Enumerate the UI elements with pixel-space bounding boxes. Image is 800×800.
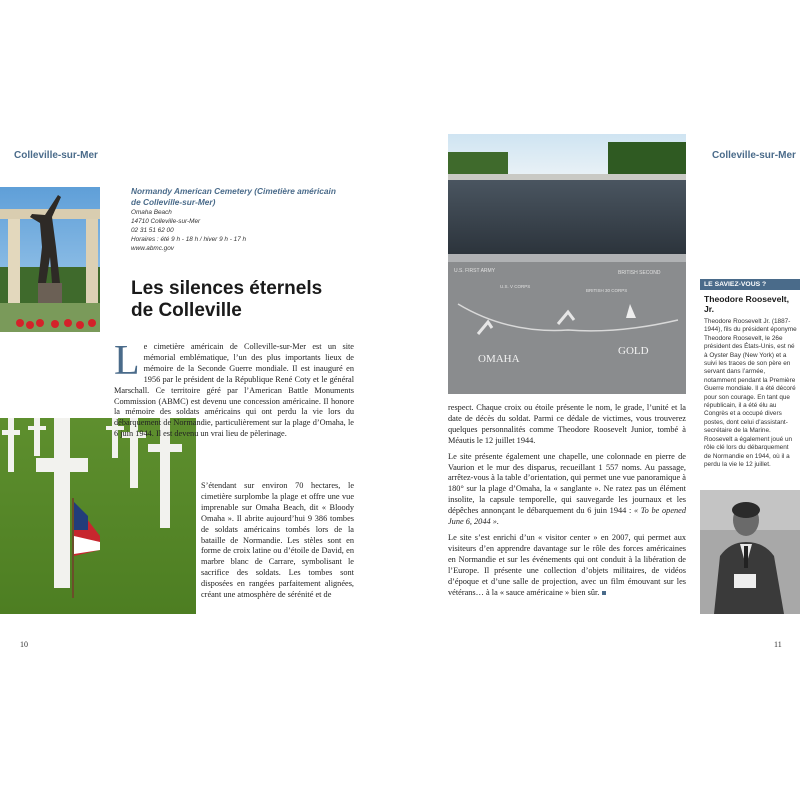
- left-intro-text: [114, 338, 354, 440]
- end-mark-icon: [602, 591, 606, 595]
- info-line: Omaha Beach: [131, 209, 172, 216]
- body-paragraph: [448, 452, 686, 528]
- info-block: [131, 186, 341, 253]
- cemetery-name-rest: (Cimetière américain de Colleville-sur-Mer): [131, 186, 336, 207]
- statue-photo: [0, 187, 100, 332]
- intro-paragraph: e cimetière américain de Colleville-sur-Mer est un site mémorial emblématique, l’un des plus importants lieux de mémoire de la Seconde Guerre mondiale. Il est inauguré en 1956 par le président de la République René Coty et le général Marschall. Ce territoire géré par l’American Battle Monuments Commission (ABMC) est devenu une concession américaine. Il honore la mémoire des soldats américains qui ont perdu la vie lors du débarquement de Normandie, particulièrement sur la plage d’Omaha, le 6 juin 1944. Il est devenu un vrai lieu de pèlerinage.: [114, 342, 354, 439]
- running-head-right: Colleville-sur-Mer: [712, 150, 796, 161]
- right-body-text: [448, 403, 686, 603]
- map-label: BRITISH SECOND: [618, 270, 661, 276]
- body-paragraph: [448, 533, 686, 598]
- map-label: U.S. V CORPS: [500, 284, 531, 289]
- info-line: 14710 Colleville-sur-Mer: [131, 218, 201, 225]
- title-line: Les silences éternels: [131, 278, 323, 299]
- map-label: BRITISH 30 CORPS: [586, 288, 628, 293]
- body-paragraph: respect. Chaque croix ou étoile présente le nom, le grade, l’unité et la date de décès du soldat. Parmi ce dédale de victimes, vous trouverez quelques personnalités comme Theodore Roosevelt Junior, tombé à Méautis le 12 juillet 1944.: [448, 403, 686, 445]
- drop-cap: L: [114, 338, 140, 384]
- roosevelt-portrait: [700, 490, 800, 614]
- memorial-map-photo: [448, 134, 686, 394]
- map-label-omaha: OMAHA: [478, 353, 520, 365]
- body-paragraph: S’étendant sur environ 70 hectares, le cimetière surplombe la plage et offre une vue imprenable sur Omaha Beach, dit « Bloody Omaha ». Il abrite aujourd’hui 9 386 tombes de soldats américains tombés lors de la bataille de Normandie. Les stèles sont en forme de croix latine ou d’étoile de David, en marbre blanc de Carrare, symbolisant le sacrifice des soldats. Les tombes sont disposées en rangées parfaitement alignées, créant une atmosphère de sérénité et de: [201, 481, 354, 600]
- capsule-quote: « To be opened June 6, 2044 ».: [448, 506, 686, 527]
- map-label: U.S. FIRST ARMY: [454, 268, 496, 274]
- graves-photo: [0, 418, 196, 614]
- running-head-left: Colleville-sur-Mer: [14, 150, 98, 161]
- info-line: www.abmc.gov: [131, 245, 174, 252]
- box-title: Theodore Roosevelt, Jr.: [704, 294, 789, 314]
- info-line: Horaires : été 9 h - 18 h / hiver 9 h - 17 h: [131, 236, 247, 243]
- did-you-know-box: [700, 279, 800, 469]
- body-text: Le site présente également une chapelle, une colonnade en pierre de Vaurion et le mur des disparus, recueillant 1 557 noms. Au passage, arrêtez-vous à la table d’orientation, qui permet une vue panoramique à 180° sur la plage d’Omaha, la « sanglante ». Ne ratez pas un élément insolite, la capsule temporelle, qui sauvegarde les journaux et les dépêches annonçant le débarquement du 6 juin 1944 :: [448, 451, 686, 516]
- page-number-right: 11: [774, 640, 782, 649]
- cemetery-name: Normandy American Cemetery: [131, 186, 252, 196]
- info-line: 02 31 51 62 00: [131, 227, 174, 234]
- body-text: Le site s’est enrichi d’un « visitor center » en 2007, qui permet aux visiteurs d’en apprendre davantage sur le rôle des forces américaines en Normandie et sur les événements qui ont conduit à la libération de l’Europe. Il présente une collection d’objets militaires, de vidéos d’époque et d’une salle de projection, avec un film émouvant sur les vétérans… à la « sauce américaine » bien sûr.: [448, 532, 686, 597]
- box-body: Theodore Roosevelt Jr. (1887-1944), fils du président éponyme Theodore Roosevelt, le 26e président des États-Unis, est né à Oyster Bay (New York) et a suivi les traces de son père en servant dans l’armée, notamment pendant la Première Guerre mondiale. Il a été décoré pour son courage. En tant que républicain, il a été élu au Congrès et a occupé divers postes, dont celui d’assistant-secrétaire de la Marine. Roosevelt a également joué un rôle clé lors du débarquement de Normandie en 1944, où il a perdu la vie le 12 juillet.: [704, 318, 797, 468]
- page-title: [131, 278, 351, 322]
- box-header: LE SAVIEZ-VOUS ?: [700, 279, 800, 290]
- page-number-left: 10: [20, 640, 28, 649]
- map-label-gold: GOLD: [618, 345, 649, 357]
- title-line: de Colleville: [131, 300, 242, 321]
- left-body-text: [201, 481, 354, 606]
